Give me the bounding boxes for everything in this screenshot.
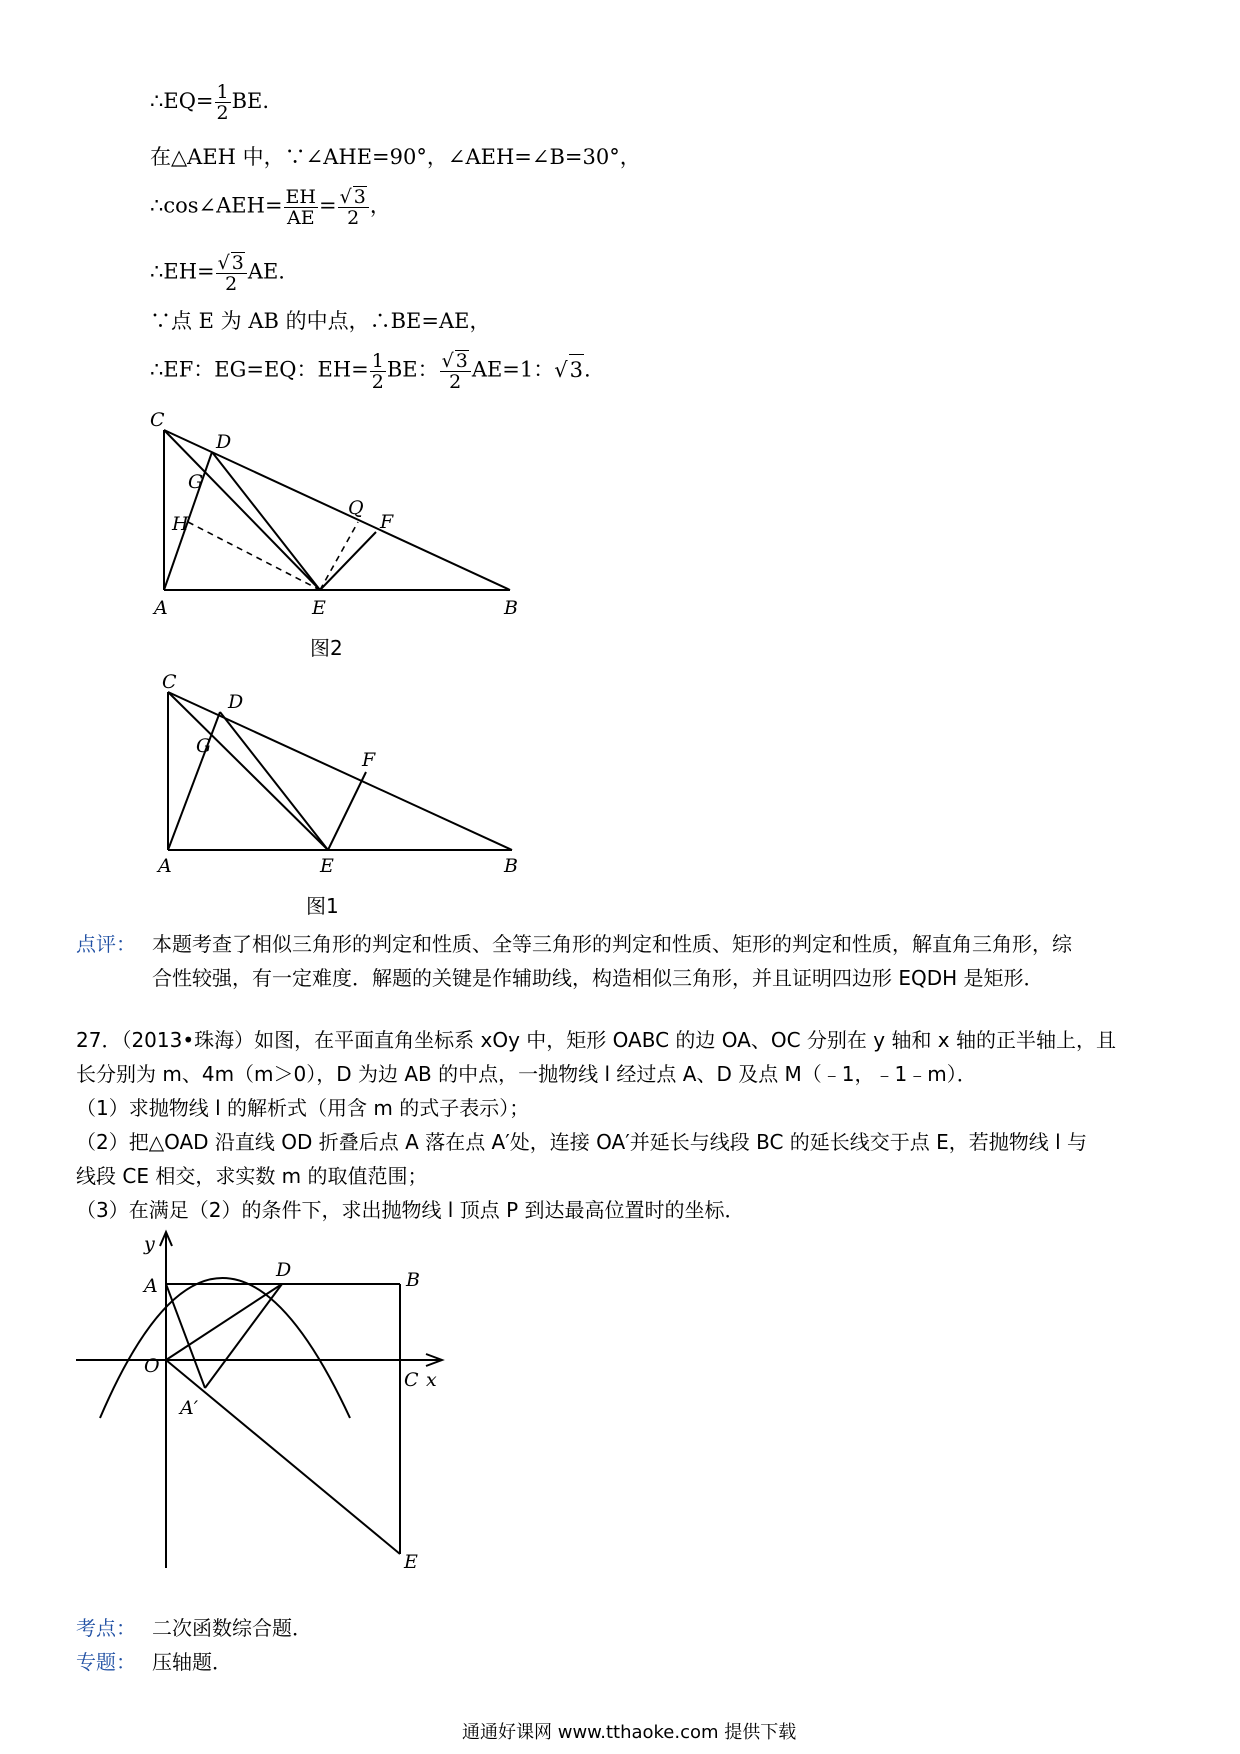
segment-DE bbox=[220, 712, 328, 850]
problem-27-q2b: 线段 CE 相交，求实数 m 的取值范围； bbox=[76, 1164, 428, 1188]
problem-27-q1: （1）求抛物线 l 的解析式（用含 m 的式子表示）； bbox=[76, 1096, 530, 1120]
numerator: √ 3 bbox=[216, 252, 247, 274]
segment-AA-prime bbox=[166, 1284, 205, 1388]
label-A: A bbox=[154, 597, 168, 619]
sqrt-radicand: 3 bbox=[569, 354, 584, 385]
kaodian-label: 考点： bbox=[76, 1616, 136, 1640]
review-block bbox=[76, 928, 136, 960]
segment-EF bbox=[328, 772, 366, 850]
text: = bbox=[319, 193, 337, 218]
denominator: 2 bbox=[216, 102, 229, 124]
text: ， bbox=[369, 193, 391, 218]
numerator: 1 bbox=[216, 81, 229, 103]
label-B: B bbox=[504, 597, 518, 619]
segment-AD bbox=[168, 712, 220, 850]
label-A-prime: A′ bbox=[180, 1397, 199, 1419]
sqrt-radicand: 3 bbox=[455, 350, 468, 372]
segment-CB bbox=[164, 430, 510, 590]
label-O: O bbox=[144, 1355, 160, 1377]
segment-DE bbox=[212, 452, 320, 590]
kaodian-row bbox=[76, 1612, 136, 1644]
label-B: B bbox=[406, 1269, 420, 1291]
label-G: G bbox=[188, 471, 204, 493]
label-E: E bbox=[404, 1551, 418, 1573]
label-F: F bbox=[380, 511, 394, 533]
label-H: H bbox=[172, 513, 189, 535]
label-C: C bbox=[150, 410, 165, 431]
fraction bbox=[284, 187, 318, 228]
label-F: F bbox=[362, 749, 376, 771]
numerator: √ 3 bbox=[440, 350, 471, 372]
sqrt-radicand: 3 bbox=[231, 252, 244, 274]
dashed-HE bbox=[188, 522, 320, 590]
text: ∴EH= bbox=[150, 259, 215, 284]
fraction bbox=[370, 351, 386, 392]
fraction bbox=[216, 252, 247, 294]
label-E: E bbox=[312, 597, 326, 619]
sqrt-radicand: 3 bbox=[353, 186, 366, 208]
segment-OE bbox=[166, 1360, 400, 1554]
label-B: B bbox=[504, 855, 518, 877]
segment-A-prime-D bbox=[205, 1284, 282, 1388]
denominator: AE bbox=[286, 206, 315, 229]
zhuanti-row bbox=[76, 1646, 136, 1678]
zhuanti-label: 专题： bbox=[76, 1650, 136, 1674]
kaodian-text: 二次函数综合题． bbox=[152, 1616, 312, 1640]
solution-line-5: ∵点 E 为 AB 的中点，∴BE=AE， bbox=[150, 309, 491, 333]
review-line-2: 合性较强，有一定难度．解题的关键是作辅助线，构造相似三角形，并且证明四边形 EQDH 是矩形． bbox=[152, 966, 1044, 990]
text: AE=1： bbox=[471, 357, 555, 382]
label-E: E bbox=[320, 855, 334, 877]
denominator: 2 bbox=[371, 370, 384, 393]
label-D: D bbox=[216, 431, 232, 453]
problem-27-line-1: 27．（2013•珠海）如图，在平面直角坐标系 xOy 中，矩形 OABC 的边 OA、OC 分别在 y 轴和 x 轴的正半轴上，且 bbox=[76, 1028, 1116, 1052]
solution-line-4 bbox=[150, 252, 285, 294]
problem-27-q3: （3）在满足（2）的条件下，求出抛物线 l 顶点 P 到达最高位置时的坐标． bbox=[76, 1198, 745, 1222]
parabola-l bbox=[100, 1278, 350, 1418]
figure-1-caption: 图1 bbox=[306, 894, 339, 918]
segment-OD bbox=[166, 1284, 282, 1360]
label-D: D bbox=[228, 691, 244, 713]
label-x: x bbox=[426, 1369, 437, 1391]
problem-27-q2a: （2）把△OAD 沿直线 OD 折叠后点 A 落在点 A′处，连接 OA′并延长与线段 BC 的延长线交于点 E，若抛物线 l 与 bbox=[76, 1130, 1088, 1154]
text: ∴EQ= bbox=[150, 89, 214, 113]
label-Q: Q bbox=[348, 497, 364, 519]
problem-27-line-2: 长分别为 m、4m（m＞0），D 为边 AB 的中点，一抛物线 l 经过点 A、D 及点 M（﹣1，﹣1﹣m）． bbox=[76, 1062, 977, 1086]
label-G: G bbox=[196, 735, 212, 757]
label-y: y bbox=[144, 1233, 155, 1255]
numerator: 1 bbox=[371, 349, 384, 372]
review-label: 点评： bbox=[76, 932, 136, 956]
figure-3-coordinate-diagram bbox=[70, 1228, 450, 1573]
numerator: √ 3 bbox=[338, 186, 369, 208]
figure-2-diagram bbox=[140, 410, 540, 625]
review-line-1: 本题考查了相似三角形的判定和性质、全等三角形的判定和性质、矩形的判定和性质，解直角三角形，综 bbox=[152, 932, 1072, 956]
label-C: C bbox=[404, 1369, 419, 1391]
denominator: 2 bbox=[449, 371, 462, 393]
page-footer: 通通好课网 www.tthaoke.com 提供下载 bbox=[462, 1722, 797, 1743]
label-A: A bbox=[144, 1275, 158, 1297]
denominator: 2 bbox=[347, 207, 360, 229]
solution-line-6 bbox=[150, 350, 591, 392]
solution-line-2: 在△AEH 中，∵∠AHE=90°，∠AEH=∠B=30°， bbox=[150, 145, 641, 169]
figure-1-diagram bbox=[150, 672, 530, 882]
sqrt: √3 bbox=[554, 358, 584, 382]
text: ∴cos∠AEH= bbox=[150, 193, 283, 218]
solution-line-1 bbox=[150, 82, 269, 123]
label-D: D bbox=[276, 1259, 292, 1281]
numerator: EH bbox=[285, 185, 316, 208]
denominator: 2 bbox=[225, 273, 238, 295]
text: ∴EF：EG=EQ：EH= bbox=[150, 357, 369, 382]
text: . bbox=[584, 357, 591, 382]
text: BE. bbox=[231, 89, 270, 113]
text: BE： bbox=[386, 357, 439, 382]
solution-line-3 bbox=[150, 186, 391, 228]
segment-CE bbox=[164, 430, 320, 590]
fraction bbox=[215, 82, 231, 123]
zhuanti-text: 压轴题． bbox=[152, 1650, 232, 1674]
fraction bbox=[338, 186, 369, 228]
label-A: A bbox=[158, 855, 172, 877]
label-C: C bbox=[162, 672, 177, 693]
text: AE. bbox=[247, 259, 285, 284]
figure-2-caption: 图2 bbox=[310, 636, 343, 660]
segment-CE bbox=[168, 692, 328, 850]
fraction bbox=[440, 350, 471, 392]
